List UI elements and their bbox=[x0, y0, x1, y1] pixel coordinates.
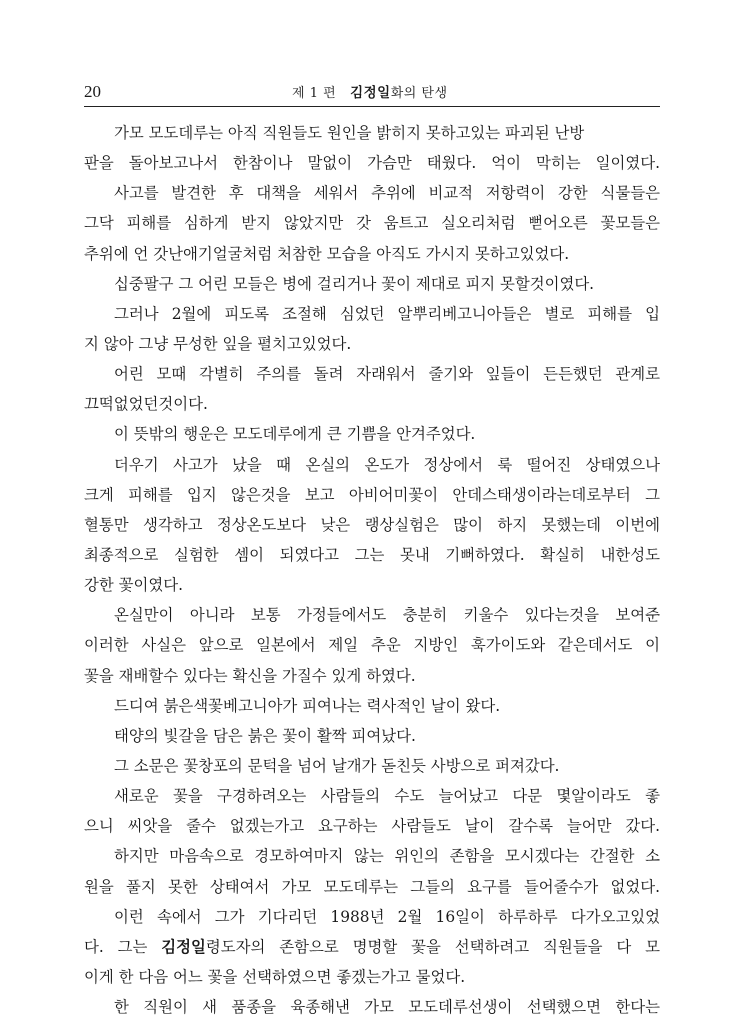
text-line: 크게 피해를 입지 않은것을 보고 아비어미꽃이 안데스태생이라는데로부터 그 bbox=[84, 485, 660, 504]
text-line: 그닥 피해를 심하게 받지 않았지만 갓 움트고 실오리처럼 뻗어오른 꽃모들은 bbox=[84, 214, 660, 233]
text-line: 한 직원이 새 품종을 육종해낸 가모 모도데루선생이 선택했으면 한다는 bbox=[114, 998, 660, 1017]
text-line: 하지만 마음속으로 경모하여마지 않는 위인의 존함을 모시겠다는 간절한 소 bbox=[114, 847, 660, 866]
text-line: 혈통만 생각하고 정상온도보다 낮은 랭상실험은 많이 하지 못했는데 이번에 bbox=[84, 515, 660, 534]
text-line: 더우기 사고가 났을 때 온실의 온도가 정상에서 룩 떨어진 상태였으나 bbox=[114, 455, 660, 474]
text-line bbox=[84, 932, 660, 962]
text-segment: 다. 그는 bbox=[84, 937, 162, 956]
leader-name: 김정일 bbox=[350, 85, 391, 101]
text-line: 이 뜻밖의 행운은 모도데루에게 큰 기쁨을 안겨주었다. bbox=[114, 425, 476, 444]
text-line: 새로운 꽃을 구경하려오는 사람들의 수도 늘어났고 다문 몇알이라도 좋 bbox=[114, 787, 660, 806]
text-line: 드디여 붉은색꽃베고니아가 피여나는 력사적인 날이 왔다. bbox=[114, 696, 501, 715]
text-line: 태양의 빛갈을 담은 붉은 꽃이 활짝 피여났다. bbox=[114, 726, 416, 745]
text-line: 원을 풀지 못한 상태여서 가모 모도데루는 그들의 요구를 들어줄수가 없었다. bbox=[84, 877, 660, 896]
text-line: 끄떡없었던것이다. bbox=[84, 395, 208, 414]
text-line: 사고를 발견한 후 대책을 세워서 추위에 비교적 저항력이 강한 식물들은 bbox=[114, 184, 660, 203]
text-line: 지 않아 그냥 무성한 잎을 펼치고있었다. bbox=[84, 334, 352, 353]
text-line: 판을 돌아보고나서 한참이나 말없이 가슴만 태웠다. 억이 막히는 일이였다. bbox=[84, 154, 660, 173]
text-line: 그 소문은 꽃창포의 문턱을 넘어 날개가 돋친듯 사방으로 퍼져갔다. bbox=[114, 756, 560, 775]
leader-name-bold: 김정일 bbox=[161, 937, 206, 956]
page-number: 20 bbox=[84, 82, 101, 101]
text-line: 강한 꽃이였다. bbox=[84, 576, 183, 595]
text-line: 꽃을 재배할수 있다는 확신을 가질수 있게 하였다. bbox=[84, 666, 416, 685]
title-suffix: 화의 탄생 bbox=[390, 86, 448, 101]
text-line: 어린 모때 각별히 주의를 돌려 자래워서 줄기와 잎들이 든든했던 관계로 bbox=[114, 365, 660, 384]
running-title bbox=[292, 84, 448, 103]
text-line: 이런 속에서 그가 기다리던 1988년 2월 16일이 하루하루 다가오고있었 bbox=[114, 907, 660, 926]
header-rule bbox=[84, 106, 660, 107]
part-label: 제 1 편 bbox=[292, 86, 337, 101]
text-line: 그러나 2월에 피도록 조절해 심었던 알뿌리베고니아들은 별로 피해를 입 bbox=[114, 304, 660, 323]
body-text bbox=[84, 118, 660, 1022]
text-line: 가모 모도데루는 아직 직원들도 원인을 밝히지 못하고있는 파괴된 난방 bbox=[114, 124, 585, 142]
page-header bbox=[84, 82, 660, 106]
text-line: 최종적으로 실험한 셈이 되였다고 그는 못내 기뻐하였다. 확실히 내한성도 bbox=[84, 545, 660, 564]
text-line: 추위에 언 갓난애기얼굴처럼 처참한 모습을 아직도 가시지 못하고있었다. bbox=[84, 244, 570, 263]
text-line: 으니 씨앗을 줄수 없겠는가고 요구하는 사람들도 날이 갈수록 늘어만 갔다. bbox=[84, 817, 660, 836]
text-line: 온실만이 아니라 보통 가정들에서도 충분히 키울수 있다는것을 보여준 bbox=[114, 606, 660, 625]
text-line: 이게 한 다음 어느 꽃을 선택하였으면 좋겠는가고 물었다. bbox=[84, 967, 466, 986]
text-line: 십중팔구 그 어린 모들은 병에 걸리거나 꽃이 제대로 피지 못할것이였다. bbox=[114, 274, 595, 293]
text-line: 이러한 사실은 앞으로 일본에서 제일 추운 지방인 훅가이도와 같은데서도 이 bbox=[84, 636, 660, 655]
text-segment: 령도자의 존함으로 명명할 꽃을 선택하려고 직원들을 다 모 bbox=[205, 937, 661, 956]
